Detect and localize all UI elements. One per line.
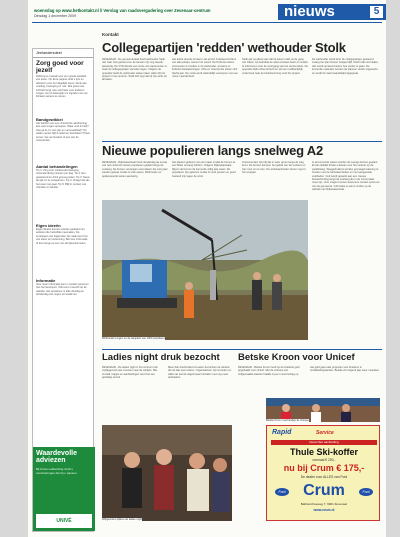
top-url-line[interactable]: woensdag op www.hetkontakt.nl // Verslag van raadsvergadering over Zevenaar-centrum (34, 8, 211, 13)
ad-dealer-note: De dealer voor ALLES van Ford (300, 475, 348, 479)
article-divider-1 (102, 141, 382, 142)
ford-logo-right: Ford (359, 488, 373, 496)
unicef-photo (266, 398, 380, 422)
ad-banner: December aanbieding (271, 440, 377, 445)
sidebar-title: Zorg goed voor jezelf (36, 60, 84, 74)
ladies-photo-caption: Wijkgenoten tijdens de ladies night (102, 518, 142, 521)
article-divider-2 (102, 349, 382, 350)
issue-date: Dinsdag 1 december 2009 (34, 14, 77, 18)
sidebar-body-2: Het hebben van een chronische aandoening kan veel vragen oproepen. Waar vind ik hulp? Hoe ga ik om met pijn en vermoeidheid? Op welke manier blijf ik actief en betrokken? Praat erover met uw huisarts of een van de consulenten. (36, 122, 90, 143)
section-banner (278, 4, 386, 20)
unive-logo: UNIVÉ (36, 514, 92, 528)
crane-tree-photo (102, 200, 308, 340)
crum-logo: Crum (303, 482, 345, 499)
top-rule (32, 22, 382, 23)
section-kicker: Kontakt (102, 32, 119, 37)
article3-col1: ZEVENAAR - De ladies night in het centrum trok vrijdagavond veel vrouwen naar de winkels. Met muziek, hapjes en aanbiedingen werd het een gezellige avond. (102, 366, 158, 380)
section-title: nieuws (284, 3, 335, 20)
service-label: Service (316, 430, 334, 436)
crum-advert[interactable] (266, 425, 380, 521)
rapid-logo: Rapid (272, 429, 292, 436)
sidebar-sub-4: Informatie (36, 278, 56, 283)
sidebar-sub-2: Aantal behandelingen (36, 164, 78, 169)
sidebar-sub-3: Eigen ideeën (36, 223, 61, 228)
ad-offer: Thule Ski-koffer (289, 447, 358, 457)
article2-col4: In de komende weken worden de overige bomen geplant. Er kan tijdelijk hinder ontstaan voor het verkeer op de parallelweg. Weggebruikers worden gevraagd rekening te houden met de werkzaamheden en met aangepaste snelheden. Ook wordt gewerkt aan een nieuwe fietsverbinding langs de snelweg die in de zomer klaar moet zijn. Voor vragen kunnen bewoners contact opnemen met de gemeente. Informatie is ook te vinden op de website van Rijkswaterstaat. (312, 161, 380, 192)
sidebar-header: Jeelandersdeel (33, 49, 93, 58)
article1-headline: Collegepartijen 'redden' wethouder Stolk (102, 40, 346, 55)
article2-col2: Het planten gebeurt met een kraan omdat de bomen al een flinke omvang hebben. Volgens Rijkswaterstaat blijven de bomen de komende vijftig jaar staan. De populieren zijn gekozen omdat ze snel groeien en goed bestand zijn tegen de wind. (172, 161, 236, 178)
ladies-night-photo (102, 425, 232, 521)
unive-ad-body: Bij Unive Lekkerding vindt u verzekeringen die bij u passen. (36, 467, 78, 475)
ad-address: Babberichseweg 7, 6901 Zevenaar (300, 502, 348, 506)
article4-col1: ZEVENAAR - Betske Kroon heeft op de braderie geld opgehaald voor Unicef. Met de verkoop van zelfgemaakte kaarten haalde zij een mooi bedrag op. (238, 366, 300, 376)
top-bar (28, 0, 386, 22)
article3-headline: Ladies night druk bezocht (102, 352, 220, 363)
ad-normal-price: normaal € 250,- (312, 458, 336, 462)
ad-sale-price: nu bij Crum € 175,- (283, 463, 365, 473)
article2-col3: Omwonenden zijn blij dat er weer groen langs de weg komt. De bomen dempen het geluid van het verkeer en zijn mooi om te zien. De werkzaamheden duren nog tot het voorjaar. (242, 161, 306, 175)
sidebar-column (32, 48, 94, 532)
ladies-photo-graphic (102, 425, 232, 521)
newspaper-page (28, 0, 386, 537)
article1-col1: ZEVENAAR - De gemeenteraad heeft wethouder Stolk niet naar huis gestuurd en de kansen zijn nog steeds aanwezig. De VVD diende een motie van wantrouwen in, maar de collegepartijen stemden tegen. Volgens de oppositie heeft de wethouder steken laten vallen bij het project in het centrum. Stolk zelf zegt dat hij zijn werk wil afmaken. (102, 58, 168, 82)
article2-headline: Nieuwe populieren langs snelweg A2 (102, 143, 323, 158)
article1-col2: Het debat duurde tot laat in de avond. Fractievoorzitters van alle partijen namen het woord. De PvdA liet weten vertrouwen te houden in de wethouder, al waren er kritische kanttekeningen. CDA en GroenLinks sloten zich hierbij aan. De motie werd uiteindelijk verworpen met een ruime meerderheid. (172, 58, 238, 79)
sidebar-body-3: Tip 1: Zorg voor voldoende beweging, minimaal dertig minuten per dag. Tip 2: Eet gevarieerd en drink genoeg water. Tip 3: Neem de tijd om te ontspannen. Tip 4: Vraag hulp als het even niet gaat. Tip 5: Blijf in contact met vrienden en familie. (36, 169, 90, 190)
unive-advert[interactable] (33, 447, 95, 531)
article2-col1: ZEVENAAR - Rijkswaterstaat heeft donderdag de eerste van ruim duizend nieuwe populieren geplant langs de snelweg. De bomen vervangen exemplaren die vorig jaar werden gekapt omdat ze ziek waren. Wethouder en gedeputeerde waren aanwezig. (102, 161, 168, 178)
sidebar-sub-1: Bandgewikkel (36, 117, 63, 122)
page-number: 5 (370, 6, 383, 18)
sidebar-body-4: Eigen ideeën kunnen worden gedeeld met anderen die hetzelfde meemaken. De ervaringen van lotgenoten zijn vaak een bron van steun en herkenning. Bel voor informatie of kom langs op een van de bijeenkomsten. (36, 228, 88, 245)
article4-headline: Betske Kroon voor Unicef (238, 352, 355, 363)
crane-photo-caption: Wethouder Lingen en de aanplant van 1000 populieren (102, 337, 166, 340)
article3-col2: Meer dan driehonderd vrouwen bezochten de winkels die tot laat open waren. Organisatoren zijn tevreden en willen de avond volgend jaar herhalen met nog meer activiteiten. (168, 366, 232, 380)
unive-ad-title: Waardevolle adviezen (36, 450, 77, 464)
article4-col2: Het geld gaat naar projecten voor kinderen in ontwikkelingslanden. Betske wil volgend jaar weer meedoen. (310, 366, 380, 373)
crane-photo-graphic (102, 200, 308, 340)
unicef-photo-caption: Betske Kroon overhandigt de cheque (266, 419, 309, 422)
article1-col4: De wethouder wordt door de collegepartijen gesteund zolang het plan binnen budget blijft. Mocht dat niet lukken, dan wordt opnieuw bezien hoe verder te gaan. De komende maanden worden de plannen verder uitgewerkt en wordt de raad maandelijks bijgepraat. (312, 58, 379, 75)
ad-website[interactable]: www.crum.nl (313, 508, 335, 512)
article1-col3: Stolk gaf na afloop aan dat hij lessen trekt uit de gang van zaken. Hij beloofde de raad voortaan beter en sneller te informeren over de voortgang van het centrumplan. De oppositie blijft echter kritisch en wil een onafhankelijk onderzoek naar de besluitvorming rond het project. (242, 58, 308, 75)
sidebar-body-1: Zelfzorg is cruciaal voor een goede kwaliteit van leven. Op deze pagina vindt u tips en adviezen voor het dagelijks leven. Denk aan voeding, beweging en rust. Wie goed voor zichzelf zorgt, kan ook beter voor anderen zorgen. Het is belangrijk om signalen van uw lichaam serieus te nemen. (36, 75, 88, 99)
sidebar-body-5: Voor meer informatie kunt u contact opnemen met het steunpunt. Ook kunt u terecht op de website. Het spreekuur is elke dinsdag en donderdag van negen tot twaalf uur. (36, 283, 89, 297)
ford-logo-left: Ford (275, 488, 289, 496)
